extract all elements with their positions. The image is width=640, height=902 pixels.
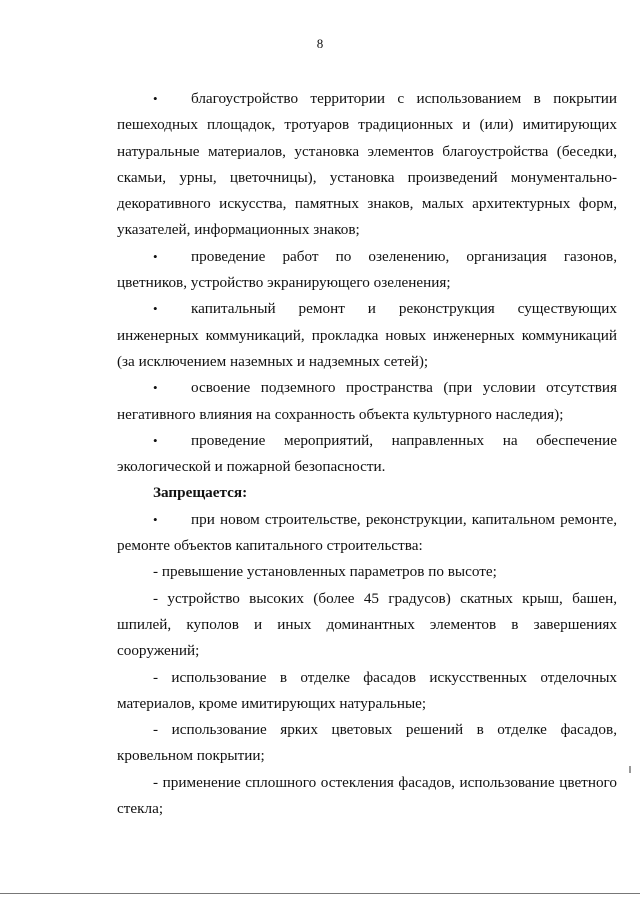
bullet-icon: • (153, 91, 158, 106)
text-line: инженерных коммуникаций, прокладка новых инженерных коммуникаций (117, 326, 617, 344)
bullet-icon: • (153, 301, 158, 317)
page-bottom-edge (0, 893, 640, 894)
text-line: капитальный ремонт и реконструкция существующих (191, 300, 617, 318)
text-line: проведение работ по озеленению, организация газонов, (191, 247, 617, 265)
text-line: указателей, информационных знаков; (117, 221, 360, 239)
list-item-safety (117, 428, 617, 454)
list-item-landscaping (117, 86, 617, 112)
text-line: - устройство высоких (более 45 градусов) скатных крыш, башен, (153, 589, 617, 607)
text-line: натуральные материалов, установка элементов благоустройства (беседки, (117, 142, 617, 160)
text-line: материалов, кроме имитирующих натуральные; (117, 694, 427, 712)
list-item-greening (117, 244, 617, 270)
text-line: (за исключением наземных и надземных сетей); (117, 352, 429, 370)
text-body (117, 86, 617, 822)
text-line: шпилей, куполов и иных доминантных элементов в завершениях (117, 615, 617, 633)
text-line: ремонте объектов капитального строительства: (117, 537, 423, 555)
scan-mark (629, 766, 631, 773)
text-line: негативного влияния на сохранность объекта культурного наследия); (117, 405, 564, 423)
text-line: сооружений; (117, 642, 200, 660)
text-line: декоративного искусства, памятных знаков, малых архитектурных форм, (117, 195, 617, 213)
text-line: - применение сплошного остекления фасадов, использование цветного (153, 773, 617, 791)
text-line: цветников, устройство экранирующего озеленения; (117, 274, 451, 292)
text-line: скамьи, урны, цветочницы), установка произведений монументально- (117, 168, 617, 186)
text-line: стекла; (117, 800, 164, 818)
section-heading-prohibited: Запрещается: (153, 484, 248, 502)
text-line: - использование ярких цветовых решений в отделке фасадов, (153, 721, 617, 739)
text-line: экологической и пожарной безопасности. (117, 458, 386, 476)
text-line: кровельном покрытии; (117, 747, 265, 765)
bullet-icon: • (153, 511, 158, 527)
bullet-icon: • (153, 380, 158, 396)
list-item-new-construction (117, 507, 617, 533)
text-line: пешеходных площадок, тротуаров традиционных и (или) имитирующих (117, 116, 617, 134)
bullet-icon: • (153, 248, 158, 264)
text-line: при новом строительстве, реконструкции, капитальном ремонте, (191, 510, 617, 528)
text-line: - превышение установленных параметров по высоте; (153, 563, 497, 581)
text-line: проведение мероприятий, направленных на обеспечение (191, 431, 617, 449)
list-item-utilities (117, 296, 617, 322)
text-line: - использование в отделке фасадов искусственных отделочных (153, 668, 617, 686)
page-number: 8 (316, 36, 324, 51)
text-line: благоустройство территории с использованием в покрытии (191, 90, 617, 107)
text-line: освоение подземного пространства (при условии отсутствия (191, 379, 617, 397)
list-item-underground (117, 375, 617, 401)
bullet-icon: • (153, 432, 158, 448)
